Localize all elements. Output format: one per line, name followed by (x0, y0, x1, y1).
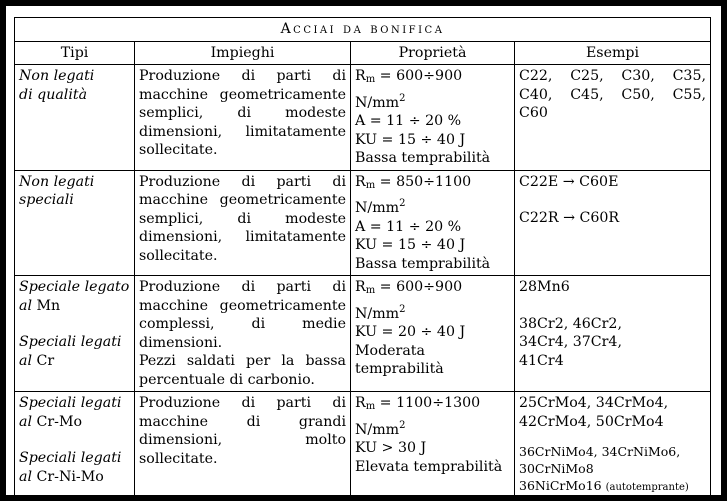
header-row (15, 41, 711, 65)
impieghi-line: semplici, di modeste (139, 105, 346, 121)
rm-value: 600÷900 N/mm (355, 68, 463, 111)
tipi-prep: al (19, 413, 32, 430)
tipi-prep: al (19, 297, 32, 314)
impieghi-line: complessi, di medie (139, 316, 346, 332)
document-page (6, 6, 721, 495)
tipi-line: Speciali legati (19, 450, 122, 466)
esempi-line: C22R → C60R (519, 210, 620, 226)
esempi-spacer (519, 431, 706, 443)
header-proprieta: Proprietà (351, 41, 515, 65)
steel-table (14, 17, 711, 499)
cell-proprieta (351, 170, 515, 276)
table-row (15, 276, 711, 392)
prop-temp: Elevata temprabilità (355, 458, 503, 475)
rm-value: 600÷900 N/mm (355, 279, 463, 322)
table-title (15, 18, 711, 42)
prop-ku: KU > 30 J (355, 440, 427, 456)
impieghi-line: Pezzi saldati per la bassa (139, 353, 346, 369)
tipi-prep: al (19, 352, 32, 369)
cell-esempi (515, 65, 711, 171)
impieghi-line: sollecitate. (139, 142, 218, 158)
tipi-element: Cr-Mo (36, 413, 83, 430)
prop-a: A = 11 ÷ 20 % (355, 113, 462, 129)
table-row (15, 65, 711, 171)
tipi-element: Cr-Ni-Mo (36, 468, 104, 485)
impieghi-line: dimensioni. (139, 334, 223, 351)
prop-ku: KU = 15 ÷ 40 J (355, 237, 466, 253)
cell-impieghi (135, 392, 351, 499)
esempi-line: 41Cr4 (519, 352, 564, 369)
impieghi-line: Produzione di parti di (139, 279, 346, 295)
tipi-line: speciali (19, 192, 74, 208)
table-title-text: Acciai da bonifica (280, 21, 445, 37)
rm-sup: 2 (399, 419, 406, 431)
tipi-spacer (19, 431, 130, 449)
tipi-element: Cr (36, 352, 55, 369)
impieghi-line: Produzione di parti di (139, 173, 346, 190)
rm-symbol: R (355, 173, 366, 190)
rm-symbol: R (355, 395, 366, 411)
rm-sup: 2 (399, 303, 406, 315)
tipi-line: Non legati (19, 68, 95, 84)
rm-eq: = (375, 279, 397, 295)
prop-temp: Bassa temprabilità (355, 255, 491, 272)
cell-tipi (15, 65, 135, 171)
rm-eq: = (375, 68, 397, 84)
esempi-line: C22E → C60E (519, 173, 619, 190)
tipi-prep: al (19, 468, 32, 485)
esempi-line: 42CrMo4, 50CrMo4 (519, 413, 664, 430)
cell-esempi (515, 170, 711, 276)
prop-ku: KU = 15 ÷ 40 J (355, 131, 466, 148)
cell-esempi (515, 276, 711, 392)
esempi-line: C40, C45, C50, C55, (519, 86, 706, 103)
cell-impieghi (135, 170, 351, 276)
impieghi-line: semplici, di modeste (139, 210, 346, 227)
rm-sup: 2 (399, 198, 406, 209)
tipi-element: Mn (36, 297, 61, 314)
impieghi-line: percentuale di carbonio. (139, 371, 315, 388)
tipi-line: Speciali legati (19, 395, 122, 411)
prop-temp: Bassa temprabilità (355, 150, 491, 166)
impieghi-line: dimensioni, molto sollecitate. (139, 432, 346, 467)
cell-tipi (15, 170, 135, 276)
cell-proprieta (351, 392, 515, 499)
prop-a: A = 11 ÷ 20 % (355, 218, 462, 235)
esempi-line: 25CrMo4, 34CrMo4, (519, 395, 669, 411)
prop-rm (355, 173, 510, 218)
esempi-note: (autotemprante) (605, 482, 689, 493)
prop-rm (355, 278, 510, 323)
esempi-line: 28Mn6 (519, 279, 570, 295)
impieghi-line: macchine geometricamente (139, 297, 346, 314)
prop-temp: Moderata temprabilità (355, 342, 444, 377)
esempi-line: 34Cr4, 37Cr4, (519, 334, 622, 350)
impieghi-line: sollecitate. (139, 247, 218, 264)
rm-sub: m (365, 285, 376, 296)
tipi-line: Speciali legati (19, 334, 122, 350)
prop-ku: KU = 20 ÷ 40 J (355, 324, 466, 340)
cell-tipi (15, 392, 135, 499)
esempi-spacer (519, 297, 706, 315)
impieghi-line: macchine geometricamente (139, 86, 346, 103)
cell-proprieta (351, 276, 515, 392)
header-impieghi: Impieghi (135, 41, 351, 65)
impieghi-line: dimensioni, limitatamente (139, 123, 346, 140)
tipi-line: Non legati (19, 173, 95, 190)
tipi-spacer (19, 315, 130, 333)
esempi-line: C22, C25, C30, C35, (519, 68, 706, 84)
tipi-line (19, 468, 130, 487)
esempi-line: 36CrNiMo4, 34CrNiMo6, (519, 444, 681, 459)
header-tipi: Tipi (15, 41, 135, 65)
prop-rm (355, 394, 510, 439)
impieghi-line: Produzione di parti di (139, 395, 346, 411)
rm-value: 850÷1100 N/mm (355, 173, 472, 216)
esempi-steel: 36NiCrMo16 (519, 478, 602, 493)
cell-proprieta (351, 65, 515, 171)
rm-symbol: R (355, 68, 366, 84)
cell-impieghi (135, 276, 351, 392)
esempi-line: C60 (519, 105, 548, 121)
title-row (15, 18, 711, 42)
cell-impieghi (135, 65, 351, 171)
esempi-line: 30CrNiMo8 (519, 461, 594, 476)
impieghi-line: dimensioni, limitatamente (139, 229, 346, 245)
impieghi-line: Produzione di parti di (139, 68, 346, 84)
cell-esempi (515, 392, 711, 499)
table-row (15, 392, 711, 499)
esempi-line: 38Cr2, 46Cr2, (519, 315, 622, 332)
tipi-line: Speciale legato (19, 279, 130, 295)
cell-tipi (15, 276, 135, 392)
rm-sub: m (365, 401, 376, 412)
tipi-line (19, 297, 130, 316)
rm-value: 1100÷1300 N/mm (355, 395, 481, 438)
rm-sup: 2 (399, 92, 406, 104)
rm-symbol: R (355, 279, 366, 295)
tipi-line (19, 413, 130, 432)
header-esempi: Esempi (515, 41, 711, 65)
table-row (15, 170, 711, 276)
rm-eq: = (375, 173, 397, 190)
prop-rm (355, 67, 510, 112)
esempi-spacer (519, 191, 706, 209)
tipi-line: di qualità (19, 86, 88, 103)
impieghi-line: macchine di grandi (139, 413, 346, 430)
tipi-line (19, 352, 130, 371)
rm-sub: m (365, 179, 376, 191)
rm-eq: = (375, 395, 397, 411)
esempi-line (519, 477, 706, 496)
impieghi-line: macchine geometricamente (139, 192, 346, 208)
rm-sub: m (365, 74, 376, 85)
